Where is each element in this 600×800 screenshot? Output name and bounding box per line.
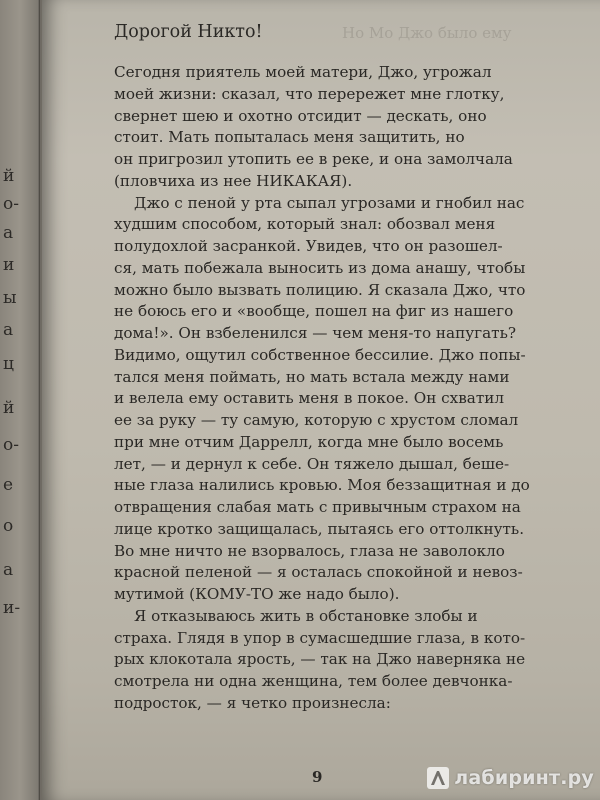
left-page-fragment: а: [3, 560, 14, 580]
text-line: Видимо, ощутил собственное бессилие. Джо попы-: [114, 345, 526, 364]
text-line: тался меня поймать, но мать встала между нами: [114, 367, 510, 386]
text-line: Я отказываюсь жить в обстановке злобы и: [134, 606, 478, 625]
left-page-fragment: й: [3, 166, 15, 186]
left-page-fragment: а: [3, 320, 14, 340]
left-page-fragment: й: [3, 398, 15, 418]
text-line: стоит. Мать попыталась меня защитить, но: [114, 128, 465, 147]
text-line: красной пеленой — я осталась спокойной и невоз-: [114, 563, 523, 582]
text-line: при мне отчим Даррелл, когда мне было восемь: [114, 432, 504, 451]
text-line: мутимой (КОМУ-ТО же надо было).: [114, 585, 400, 603]
left-page-fragment: о: [3, 516, 14, 536]
left-page-fragment: о-: [3, 435, 19, 455]
text-line: смотрела ни одна женщина, тем более девчонка-: [114, 672, 513, 690]
text-line: отвращения слабая мать с привычным страхом на: [114, 498, 521, 516]
left-page-fragment: а: [3, 223, 14, 243]
text-line: дома!». Он взбеленился — чем меня-то напугать?: [114, 324, 516, 342]
text-line: ее за руку — ту самую, которую с хрустом сломал: [114, 411, 519, 429]
watermark-text: лабиринт.ру: [454, 767, 594, 789]
text-line: полудохлой засранкой. Увидев, что он разошел-: [114, 237, 503, 255]
text-line: Джо с пеной у рта сыпал угрозами и гнобил нас: [134, 193, 525, 212]
text-line: ные глаза налились кровью. Моя беззащитная и до: [114, 476, 530, 495]
text-line: худшим способом, который знал: обозвал меня: [114, 215, 496, 234]
letter-salutation: Дорогой Никто!: [114, 22, 263, 42]
text-line: Во мне ничто не взорвалось, глаза не заволокло: [114, 541, 505, 560]
text-line: подросток, — я четко произнесла:: [114, 693, 391, 712]
left-page-fragment: и: [3, 255, 15, 275]
book-page: [42, 0, 600, 800]
watermark: [426, 766, 594, 790]
text-line: лет, — и дернул к себе. Он тяжело дышал, беше-: [114, 454, 510, 473]
body-text: [114, 62, 584, 715]
previous-page-edge: [0, 0, 40, 800]
text-line: рых клокотала ярость, — так на Джо наверняка не: [114, 650, 526, 669]
text-line: можно было вызвать полицию. Я сказала Джо, что: [114, 280, 526, 299]
page-number: 9: [312, 768, 323, 786]
text-line: (пловчиха из нее НИКАКАЯ).: [114, 171, 353, 190]
text-line: моей жизни: сказал, что перережет мне глотку,: [114, 84, 505, 103]
text-line: и велела ему оставить меня в покое. Он схватил: [114, 389, 505, 408]
left-page-fragment: о-: [3, 194, 19, 214]
labirint-logo-icon: [426, 766, 450, 790]
left-page-fragment: е: [3, 475, 14, 495]
text-line: ся, мать побежала выносить из дома анашу, чтобы: [114, 258, 526, 277]
text-line: он пригрозил утопить ее в реке, и она замолчала: [114, 150, 513, 168]
text-line: страха. Глядя в упор в сумасшедшие глаза, в кото-: [114, 628, 526, 647]
left-page-fragment: и-: [3, 598, 21, 618]
text-line: не боюсь его и «вообще, пошел на фиг из нашего: [114, 302, 514, 321]
text-line: свернет шею и охотно отсидит — дескать, оно: [114, 106, 487, 125]
left-page-fragment: ы: [3, 288, 17, 308]
left-page-fragment: ц: [3, 354, 14, 374]
text-line: Сегодня приятель моей матери, Джо, угрожал: [114, 63, 492, 81]
bleed-through-text: Но Мо Джо было ему: [342, 24, 512, 42]
text-line: лице кротко защищалась, пытаясь его оттолкнуть.: [114, 519, 525, 538]
